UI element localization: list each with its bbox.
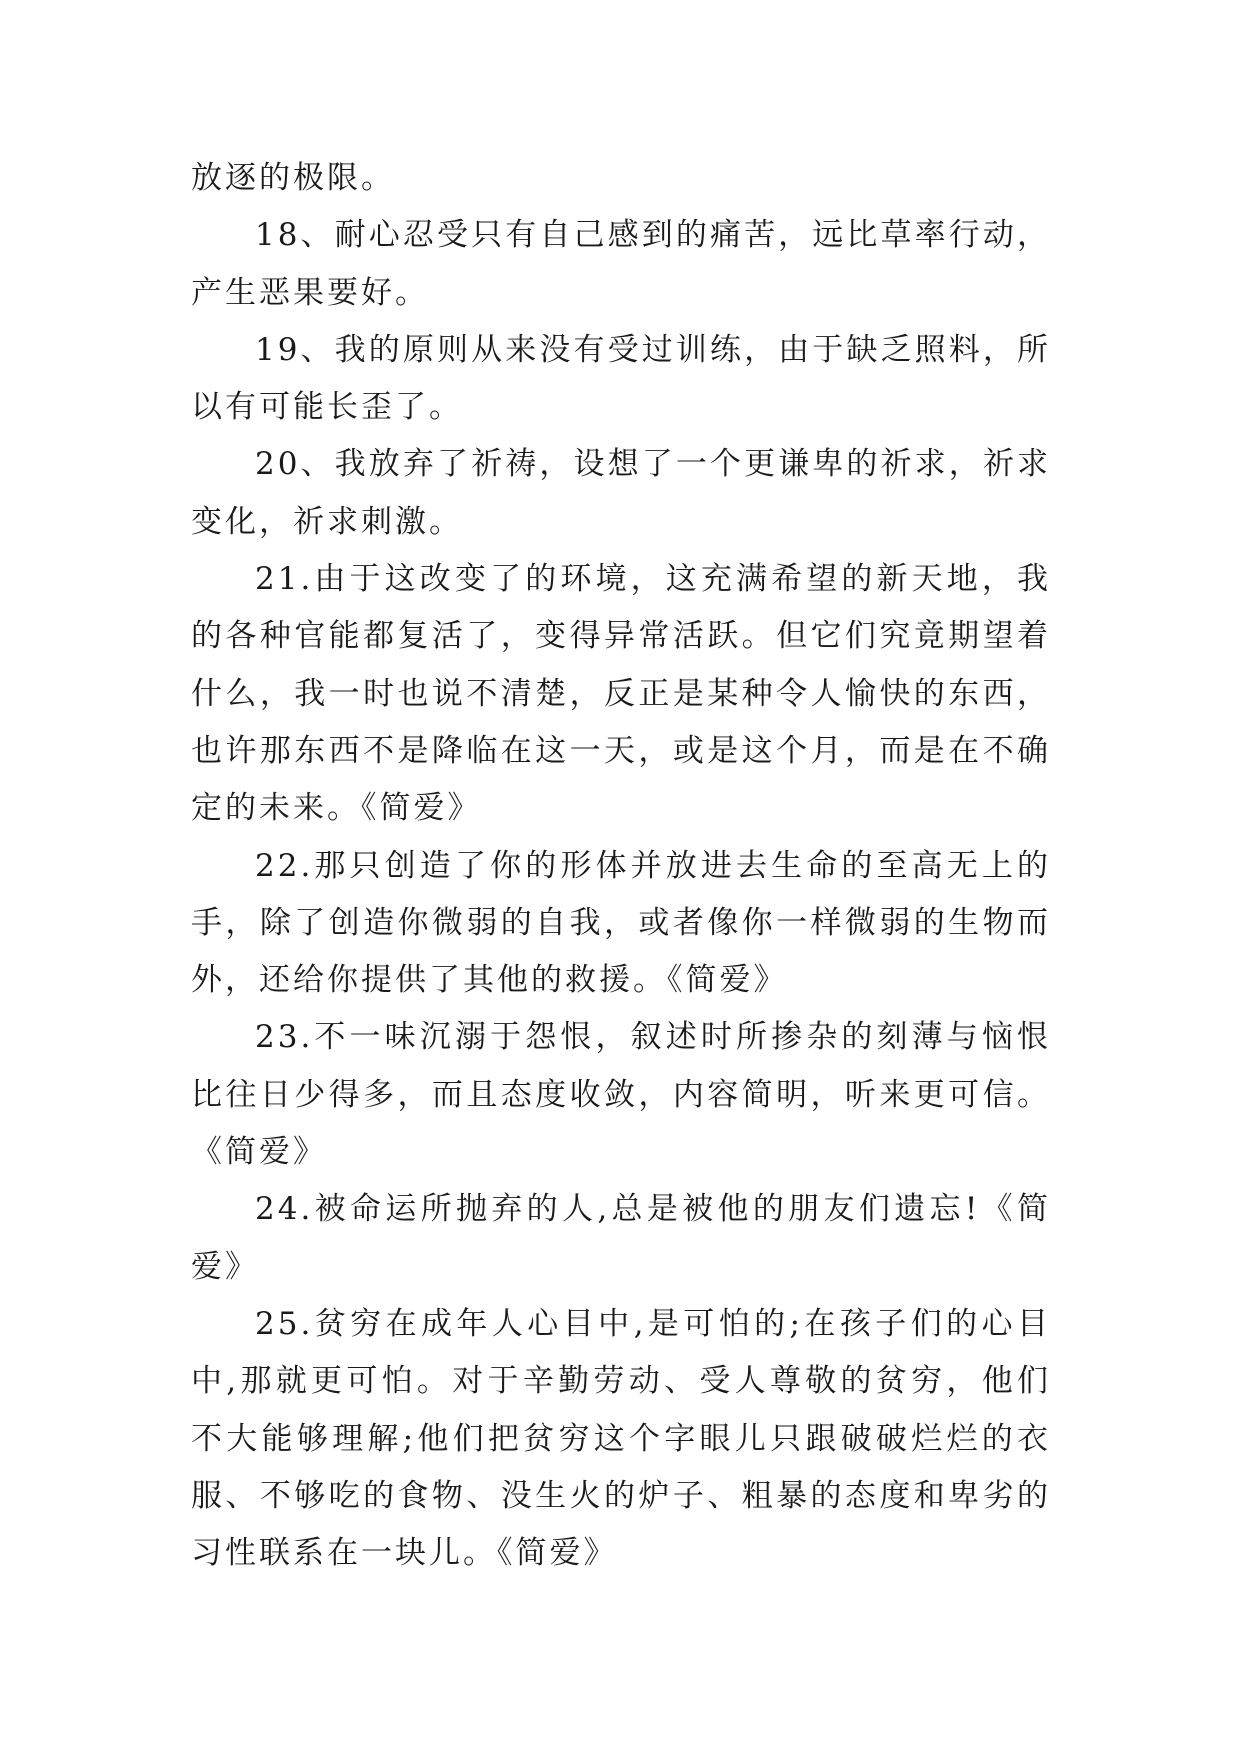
paragraph-23: 23.不一味沉溺于怨恨，叙述时所掺杂的刻薄与恼恨比往日少得多，而且态度收敛，内容简明，听来更可信。《简爱》: [191, 1019, 1051, 1171]
paragraph-25: 25.贫穷在成年人心目中,是可怕的;在孩子们的心目中,那就更可怕。对于辛勤劳动、受人尊敬的贫穷，他们不大能够理解;他们把贫穷这个字眼儿只跟破破烂烂的衣服、不够吃的食物、没生火的炉子、粗暴的态度和卑劣的习性联系在一块儿。《简爱》: [191, 1305, 1051, 1572]
paragraph-17-tail: 放逐的极限。: [191, 160, 395, 196]
document-body: [191, 150, 1051, 1582]
paragraph-18: 18、耐心忍受只有自己感到的痛苦，远比草率行动，产生恶果要好。: [191, 217, 1051, 311]
paragraph-19: 19、我的原则从来没有受过训练，由于缺乏照料，所以有可能长歪了。: [191, 331, 1051, 426]
paragraph-21: 21.由于这改变了的环境，这充满希望的新天地，我的各种官能都复活了，变得异常活跃。但它们究竟期望着什么，我一时也说不清楚，反正是某种令人愉快的东西，也许那东西不是降临在这一天，或是这个月，而是在不确定的未来。《简爱》: [191, 561, 1051, 827]
paragraph-24: 24.被命运所抛弃的人,总是被他的朋友们遗忘!《简爱》: [191, 1191, 1051, 1285]
paragraph-22: 22.那只创造了你的形体并放进去生命的至高无上的手，除了创造你微弱的自我，或者像你一样微弱的生物而外，还给你提供了其他的救援。《简爱》: [191, 847, 1051, 999]
paragraph-20: 20、我放弃了祈祷，设想了一个更谦卑的祈求，祈求变化，祈求刺激。: [191, 446, 1051, 540]
